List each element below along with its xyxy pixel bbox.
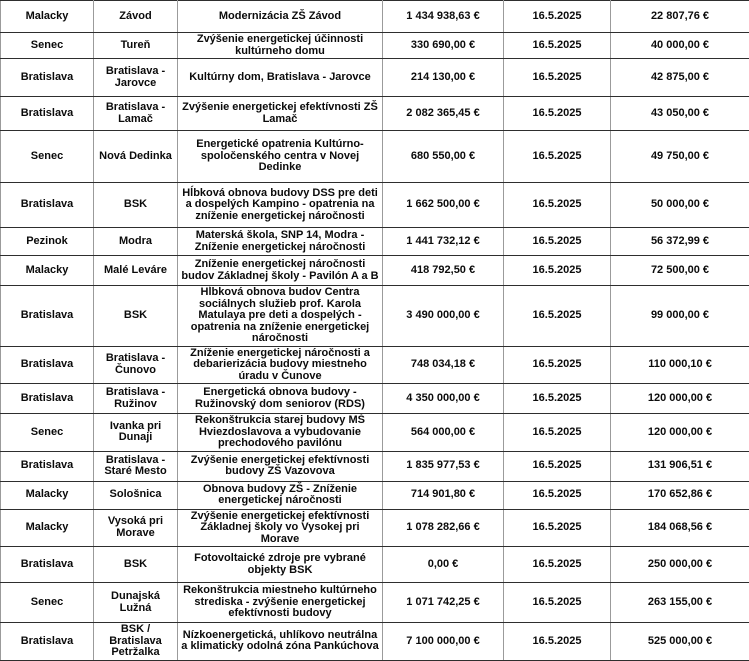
cell-municipality: BSK <box>94 547 178 583</box>
cell-contribution: 131 906,51 € <box>611 451 749 481</box>
cell-district: Senec <box>1 583 94 623</box>
cell-amount: 1 434 938,63 € <box>383 1 504 33</box>
cell-municipality: Malé Leváre <box>94 256 178 286</box>
cell-contribution: 525 000,00 € <box>611 623 749 661</box>
cell-contribution: 263 155,00 € <box>611 583 749 623</box>
cell-project-title: Obnova budovy ZŠ - Zníženie energetickej náročnosti <box>178 481 383 509</box>
cell-municipality: Bratislava - Ružinov <box>94 384 178 414</box>
cell-amount: 748 034,18 € <box>383 346 504 384</box>
cell-municipality: Ivanka pri Dunaji <box>94 414 178 452</box>
cell-project-title: Hĺbková obnova budovy DSS pre deti a dospelých Kampino - opatrenia na zníženie energetickej náročnosti <box>178 183 383 228</box>
cell-district: Senec <box>1 131 94 183</box>
cell-date: 16.5.2025 <box>504 228 611 256</box>
cell-municipality: BSK / Bratislava Petržalka <box>94 623 178 661</box>
table-row <box>1 97 749 131</box>
cell-amount: 2 082 365,45 € <box>383 97 504 131</box>
cell-district: Malacky <box>1 1 94 33</box>
cell-district: Bratislava <box>1 451 94 481</box>
table-row <box>1 623 749 661</box>
cell-district: Bratislava <box>1 59 94 97</box>
cell-district: Bratislava <box>1 623 94 661</box>
cell-contribution: 110 000,10 € <box>611 346 749 384</box>
table-row <box>1 59 749 97</box>
cell-contribution: 22 807,76 € <box>611 1 749 33</box>
cell-amount: 680 550,00 € <box>383 131 504 183</box>
cell-project-title: Energetické opatrenia Kultúrno-spoločenského centra v Novej Dedinke <box>178 131 383 183</box>
table-row <box>1 228 749 256</box>
cell-municipality: Dunajská Lužná <box>94 583 178 623</box>
cell-district: Bratislava <box>1 183 94 228</box>
cell-project-title: Rekonštrukcia starej budovy MŠ Hviezdoslavova a vybudovanie prechodového pavilónu <box>178 414 383 452</box>
cell-municipality: Nová Dedinka <box>94 131 178 183</box>
table-row <box>1 183 749 228</box>
cell-date: 16.5.2025 <box>504 623 611 661</box>
cell-district: Bratislava <box>1 384 94 414</box>
cell-contribution: 49 750,00 € <box>611 131 749 183</box>
table-row <box>1 481 749 509</box>
cell-municipality: Závod <box>94 1 178 33</box>
cell-amount: 214 130,00 € <box>383 59 504 97</box>
cell-project-title: Hĺbková obnova budov Centra sociálnych služieb prof. Karola Matulaya pre deti a dospelých - opatrenia na zníženie energetickej náročnosti <box>178 286 383 347</box>
cell-municipality: Bratislava - Čunovo <box>94 346 178 384</box>
cell-date: 16.5.2025 <box>504 256 611 286</box>
cell-project-title: Rekonštrukcia miestneho kultúrneho strediska - zvýšenie energetickej efektívnosti budovy <box>178 583 383 623</box>
cell-municipality: Modra <box>94 228 178 256</box>
cell-contribution: 43 050,00 € <box>611 97 749 131</box>
cell-project-title: Kultúrny dom, Bratislava - Jarovce <box>178 59 383 97</box>
cell-contribution: 72 500,00 € <box>611 256 749 286</box>
table-row <box>1 547 749 583</box>
table-row <box>1 414 749 452</box>
cell-municipality: Bratislava - Jarovce <box>94 59 178 97</box>
table-row <box>1 256 749 286</box>
cell-date: 16.5.2025 <box>504 33 611 59</box>
cell-date: 16.5.2025 <box>504 384 611 414</box>
cell-amount: 1 078 282,66 € <box>383 509 504 547</box>
cell-amount: 564 000,00 € <box>383 414 504 452</box>
cell-date: 16.5.2025 <box>504 1 611 33</box>
cell-contribution: 184 068,56 € <box>611 509 749 547</box>
cell-amount: 714 901,80 € <box>383 481 504 509</box>
cell-project-title: Zvýšenie energetickej efektívnosti budovy ZŠ Vazovova <box>178 451 383 481</box>
table-row <box>1 509 749 547</box>
cell-district: Malacky <box>1 509 94 547</box>
cell-contribution: 120 000,00 € <box>611 414 749 452</box>
cell-municipality: BSK <box>94 183 178 228</box>
cell-amount: 1 835 977,53 € <box>383 451 504 481</box>
table-row <box>1 286 749 347</box>
cell-district: Bratislava <box>1 97 94 131</box>
cell-district: Pezinok <box>1 228 94 256</box>
cell-contribution: 250 000,00 € <box>611 547 749 583</box>
table-row <box>1 1 749 33</box>
cell-date: 16.5.2025 <box>504 547 611 583</box>
cell-date: 16.5.2025 <box>504 97 611 131</box>
cell-date: 16.5.2025 <box>504 183 611 228</box>
cell-date: 16.5.2025 <box>504 346 611 384</box>
cell-amount: 1 441 732,12 € <box>383 228 504 256</box>
cell-contribution: 120 000,00 € <box>611 384 749 414</box>
cell-project-title: Zvýšenie energetickej účinnosti kultúrneho domu <box>178 33 383 59</box>
cell-project-title: Materská škola, SNP 14, Modra - Zníženie energetickej náročnosti <box>178 228 383 256</box>
cell-amount: 418 792,50 € <box>383 256 504 286</box>
cell-amount: 0,00 € <box>383 547 504 583</box>
cell-district: Malacky <box>1 256 94 286</box>
cell-project-title: Energetická obnova budovy - Ružinovský dom seniorov (RDS) <box>178 384 383 414</box>
cell-contribution: 40 000,00 € <box>611 33 749 59</box>
projects-table-body <box>1 1 749 661</box>
cell-date: 16.5.2025 <box>504 583 611 623</box>
cell-district: Malacky <box>1 481 94 509</box>
cell-amount: 330 690,00 € <box>383 33 504 59</box>
cell-amount: 1 662 500,00 € <box>383 183 504 228</box>
cell-municipality: Sološnica <box>94 481 178 509</box>
table-row <box>1 451 749 481</box>
cell-project-title: Zníženie energetickej náročnosti a debarierizácia budovy miestneho úradu v Čunove <box>178 346 383 384</box>
table-row <box>1 583 749 623</box>
cell-project-title: Zníženie energetickej náročnosti budov Základnej školy - Pavilón A a B <box>178 256 383 286</box>
cell-municipality: Tureň <box>94 33 178 59</box>
cell-project-title: Nízkoenergetická, uhlíkovo neutrálna a klimaticky odolná zóna Pankúchova <box>178 623 383 661</box>
cell-project-title: Modernizácia ZŠ Závod <box>178 1 383 33</box>
cell-date: 16.5.2025 <box>504 414 611 452</box>
cell-district: Senec <box>1 33 94 59</box>
cell-municipality: Vysoká pri Morave <box>94 509 178 547</box>
cell-district: Senec <box>1 414 94 452</box>
cell-district: Bratislava <box>1 346 94 384</box>
cell-municipality: Bratislava - Staré Mesto <box>94 451 178 481</box>
cell-date: 16.5.2025 <box>504 131 611 183</box>
cell-contribution: 170 652,86 € <box>611 481 749 509</box>
cell-contribution: 99 000,00 € <box>611 286 749 347</box>
cell-amount: 1 071 742,25 € <box>383 583 504 623</box>
table-row <box>1 346 749 384</box>
table-row <box>1 384 749 414</box>
cell-date: 16.5.2025 <box>504 509 611 547</box>
cell-amount: 7 100 000,00 € <box>383 623 504 661</box>
cell-date: 16.5.2025 <box>504 59 611 97</box>
cell-contribution: 56 372,99 € <box>611 228 749 256</box>
cell-amount: 3 490 000,00 € <box>383 286 504 347</box>
cell-district: Bratislava <box>1 286 94 347</box>
cell-date: 16.5.2025 <box>504 451 611 481</box>
table-row <box>1 33 749 59</box>
cell-date: 16.5.2025 <box>504 481 611 509</box>
cell-project-title: Zvýšenie energetickej efektívnosti ZŠ Lamač <box>178 97 383 131</box>
cell-municipality: BSK <box>94 286 178 347</box>
cell-contribution: 42 875,00 € <box>611 59 749 97</box>
cell-contribution: 50 000,00 € <box>611 183 749 228</box>
cell-project-title: Zvýšenie energetickej efektívnosti Základnej školy vo Vysokej pri Morave <box>178 509 383 547</box>
cell-date: 16.5.2025 <box>504 286 611 347</box>
cell-municipality: Bratislava - Lamač <box>94 97 178 131</box>
cell-amount: 4 350 000,00 € <box>383 384 504 414</box>
table-row <box>1 131 749 183</box>
cell-district: Bratislava <box>1 547 94 583</box>
cell-project-title: Fotovoltaické zdroje pre vybrané objekty BSK <box>178 547 383 583</box>
